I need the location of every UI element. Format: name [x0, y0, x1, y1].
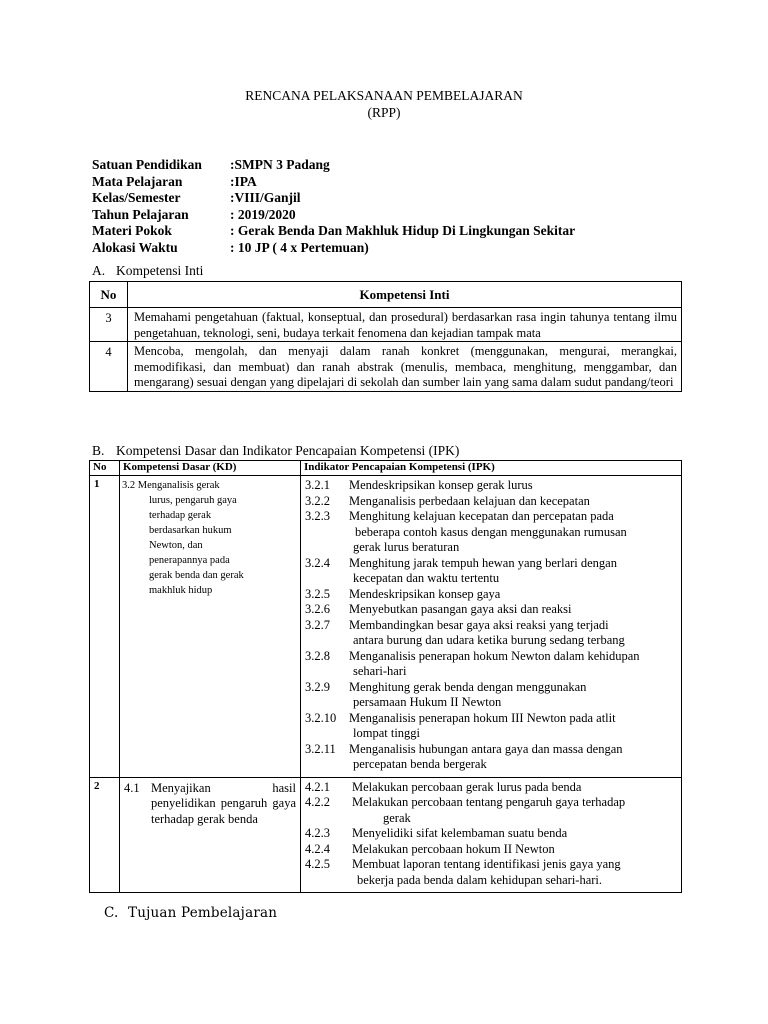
ipk-number: 3.2.9 — [305, 679, 330, 694]
ipk-item — [305, 780, 677, 796]
row-text: Mencoba, mengolah, dan menyaji dalam ranah konkret (menggunakan, mengurai, merangkai, memodifikasi, dan membuat) dan ranah abstrak (menulis, membaca, menghitung, menggambar, dan mengarang) sesuai dengan yang dipelajari di sekolah dan sumber lain yang sama dalam sudut pandang/teori — [128, 342, 682, 392]
ipk-item — [305, 478, 677, 494]
row-number: 4 — [90, 342, 128, 392]
info-row — [92, 240, 575, 257]
ipk-continuation: sehari-hari — [353, 664, 407, 678]
info-label: Alokasi Waktu — [92, 239, 178, 255]
document-title: RENCANA PELAKSANAAN PEMBELAJARAN — [245, 88, 523, 103]
section-letter: A. — [92, 263, 106, 278]
ipk-item — [305, 795, 677, 811]
section-c-heading — [104, 905, 277, 921]
ipk-item — [305, 556, 677, 572]
column-header-no: No — [90, 461, 120, 476]
ipk-text: Menghitung gerak benda dengan menggunakan — [349, 679, 587, 694]
ipk-continuation: kecepatan dan waktu tertentu — [353, 571, 500, 585]
table-row — [90, 476, 682, 778]
ipk-number: 4.2.1 — [305, 779, 330, 794]
info-label: Kelas/Semester — [92, 190, 181, 205]
kompetensi-inti-table — [89, 281, 682, 392]
section-title: Kompetensi Inti — [116, 263, 204, 278]
info-value: : 10 JP ( 4 x Pertemuan) — [230, 239, 369, 255]
ipk-text: Menganalisis hubungan antara gaya dan massa dengan — [349, 741, 623, 756]
kd-line: penerapannya pada — [149, 555, 230, 566]
section-b-heading — [92, 443, 459, 459]
ipk-number: 4.2.3 — [305, 826, 330, 840]
ipk-continuation: antara burung dan udara ketika burung sedang terbang — [353, 633, 625, 647]
info-row — [92, 223, 575, 240]
info-value: : 2019/2020 — [230, 206, 296, 222]
kompetensi-dasar-table — [89, 460, 682, 893]
info-label: Satuan Pendidikan — [92, 157, 202, 172]
kd-line: gerak benda dan gerak — [149, 570, 244, 581]
ipk-continuation: percepatan benda bergerak — [353, 757, 487, 771]
ipk-text: Menghitung kelajuan kecepatan dan percepatan pada — [349, 509, 614, 523]
kd-line: terhadap gerak — [149, 510, 212, 521]
ipk-item — [305, 509, 677, 525]
ipk-number: 3.2.4 — [305, 555, 330, 570]
ipk-text: Menganalisis perbedaan kelajuan dan kecepatan — [349, 493, 590, 508]
ipk-continuation: gerak — [383, 810, 411, 825]
ipk-item — [305, 857, 677, 873]
ipk-text: Mendeskripsikan konsep gerak lurus — [349, 478, 533, 492]
ipk-number: 3.2.3 — [305, 509, 330, 523]
row-number: 2 — [90, 777, 120, 893]
ipk-number: 4.2.4 — [305, 841, 330, 856]
ipk-continuation: persamaan Hukum II Newton — [353, 695, 502, 709]
ipk-continuation: lompat tinggi — [353, 726, 421, 740]
kd-cell — [120, 476, 301, 778]
section-letter: C. — [104, 905, 119, 921]
ipk-text: Menganalisis penerapan hokum III Newton pada atlit — [349, 710, 616, 725]
table-row — [90, 308, 682, 342]
section-letter: B. — [92, 443, 105, 458]
ipk-number: 3.2.2 — [305, 493, 330, 508]
kd-line: berdasarkan hukum — [149, 525, 232, 536]
section-title: Kompetensi Dasar dan Indikator Pencapaian Kompetensi (IPK) — [116, 443, 460, 458]
ipk-text: Menyelidiki sifat kelembaman suatu benda — [352, 826, 568, 840]
column-header-ki: Kompetensi Inti — [128, 282, 682, 308]
info-value: :SMPN 3 Padang — [230, 157, 330, 172]
section-title: Tujuan Pembelajaran — [128, 905, 278, 921]
row-number: 3 — [90, 308, 128, 342]
info-row — [92, 174, 575, 191]
ipk-number: 3.2.6 — [305, 602, 330, 616]
ipk-item — [305, 711, 677, 727]
table-header-row — [90, 461, 682, 476]
column-header-kd: Kompetensi Dasar (KD) — [120, 461, 301, 476]
ipk-number: 4.2.2 — [305, 795, 330, 809]
ipk-item — [305, 842, 677, 858]
ipk-text: Menganalisis penerapan hokum Newton dalam kehidupan — [349, 648, 640, 663]
column-header-no: No — [90, 282, 128, 308]
ipk-item — [305, 602, 677, 618]
ipk-number: 3.2.8 — [305, 648, 330, 663]
ipk-text: Menyebutkan pasangan gaya aksi dan reaksi — [349, 602, 572, 616]
info-label: Mata Pelajaran — [92, 173, 183, 189]
kd-first-line: 3.2 Menganalisis gerak — [122, 480, 220, 491]
info-label: Tahun Pelajaran — [92, 206, 189, 222]
ipk-continuation: beberapa contoh kasus dengan menggunakan rumusan — [355, 524, 627, 539]
ipk-text: Membuat laporan tentang identifikasi jenis gaya yang — [352, 857, 621, 871]
row-number: 1 — [90, 476, 120, 778]
ipk-item — [305, 649, 677, 665]
ipk-number: 3.2.7 — [305, 617, 330, 632]
kd-line: makhluk hidup — [149, 585, 213, 596]
info-label: Materi Pokok — [92, 223, 172, 238]
table-row — [90, 342, 682, 392]
document-subtitle: (RPP) — [367, 105, 401, 120]
kd-number: 4.1 — [124, 780, 140, 795]
kd-cell — [120, 777, 301, 893]
ipk-continuation: gerak lurus beraturan — [353, 540, 460, 554]
info-row — [92, 190, 575, 207]
ipk-text: Menghitung jarak tempuh hewan yang berlari dengan — [349, 555, 617, 570]
ipk-item — [305, 680, 677, 696]
info-value: : Gerak Benda Dan Makhluk Hidup Di Lingkungan Sekitar — [230, 223, 576, 238]
kd-text: Menyajikan hasil penyelidikan pengaruh gaya terhadap gerak benda — [151, 780, 296, 826]
kd-line: Newton, dan — [149, 540, 203, 551]
info-value: :IPA — [230, 173, 257, 189]
ipk-number: 4.2.5 — [305, 857, 330, 871]
ipk-text: Melakukan percobaan hokum II Newton — [352, 841, 555, 856]
ipk-item — [305, 742, 677, 758]
column-header-ipk: Indikator Pencapaian Kompetensi (IPK) — [301, 461, 682, 476]
row-text: Memahami pengetahuan (faktual, konseptual, dan prosedural) berdasarkan rasa ingin tahunya tentang ilmu pengetahuan, teknologi, seni, budaya terkait fenomena dan kejadian tampak mata — [128, 308, 682, 342]
ipk-item — [305, 587, 677, 603]
ipk-number: 3.2.11 — [305, 741, 336, 756]
ipk-item — [305, 494, 677, 510]
info-value: :VIII/Ganjil — [230, 190, 301, 205]
ipk-text: Melakukan percobaan gerak lurus pada benda — [352, 779, 582, 794]
ipk-continuation: bekerja pada benda dalam kehidupan sehari-hari. — [357, 872, 603, 887]
ipk-number: 3.2.1 — [305, 478, 330, 492]
kd-item — [124, 781, 296, 828]
ipk-cell — [301, 476, 682, 778]
ipk-item — [305, 618, 677, 634]
table-header-row — [90, 282, 682, 308]
ipk-text: Melakukan percobaan tentang pengaruh gaya terhadap — [352, 795, 626, 809]
section-a-heading — [92, 263, 203, 279]
ipk-cell — [301, 777, 682, 893]
ipk-text: Mendeskripsikan konsep gaya — [349, 586, 501, 601]
ipk-number: 3.2.10 — [305, 710, 337, 725]
info-block — [92, 157, 575, 256]
ipk-text: Membandingkan besar gaya aksi reaksi yang terjadi — [349, 617, 609, 632]
ipk-number: 3.2.5 — [305, 586, 330, 601]
ipk-item — [305, 826, 677, 842]
table-row — [90, 777, 682, 893]
kd-line: lurus, pengaruh gaya — [149, 495, 237, 506]
info-row — [92, 157, 575, 174]
info-row — [92, 207, 575, 224]
